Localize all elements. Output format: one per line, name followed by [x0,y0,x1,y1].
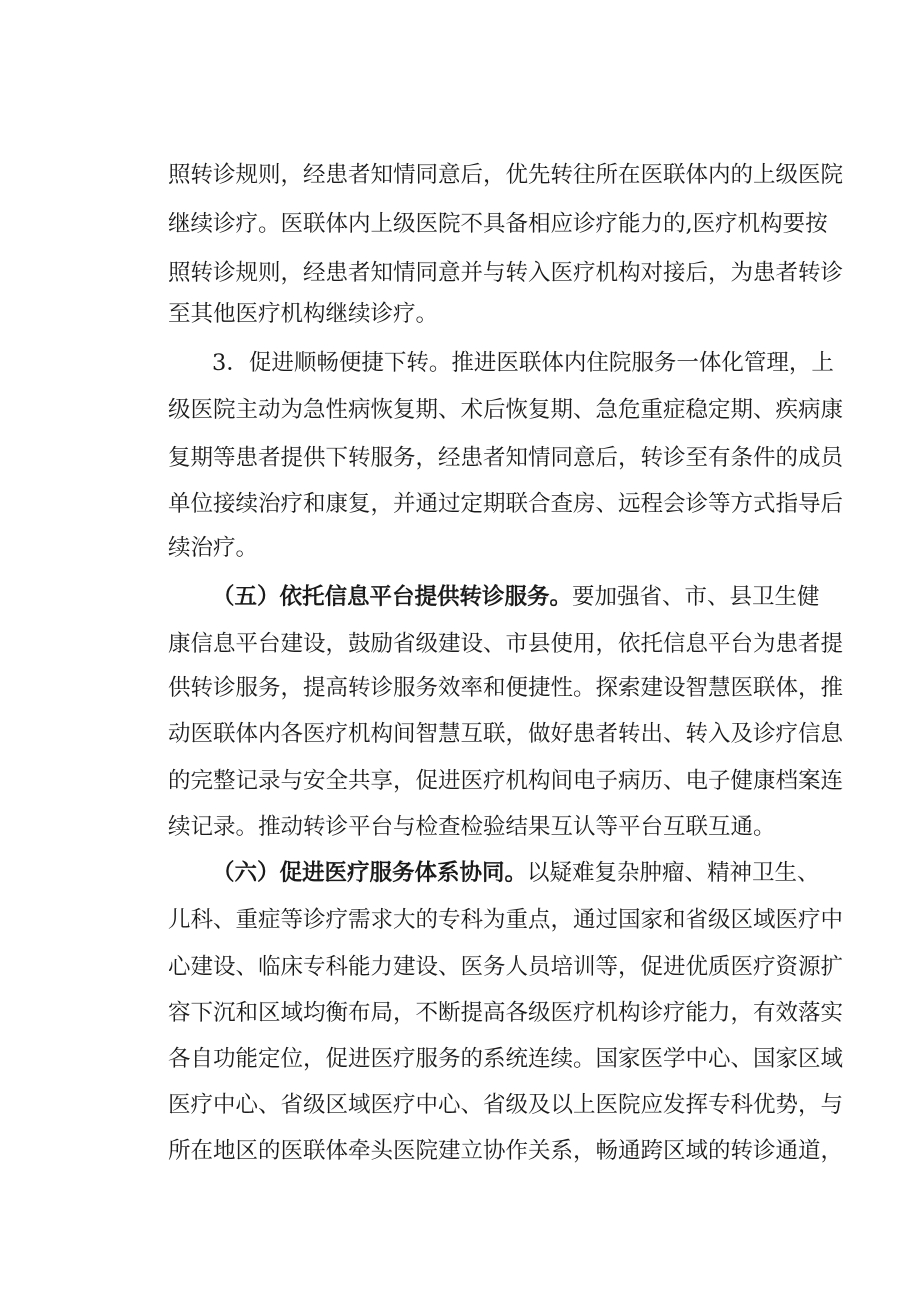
text-line: 康信息平台建设，鼓励省级建设、市县使用，依托信息平台为患者提 [168,631,844,657]
text-line-content: 以疑难复杂肿瘤、精神卫生、 [527,860,820,886]
text-line-content: 促进顺畅便捷下转。推进医联体内住院服务一体化管理，上 [248,350,834,376]
text-line: 至其他医疗机构继续诊疗。 [168,301,439,327]
text-line: 动医联体内各医疗机构间智慧互联，做好患者转出、转入及诊疗信息 [168,721,844,747]
text-line: 照转诊规则，经患者知情同意并与转入医疗机构对接后，为患者转诊 [168,260,844,286]
text-line: 复期等患者提供下转服务，经患者知情同意后，转诊至有条件的成员 [168,445,844,471]
text-line: 单位接续治疗和康复，并通过定期联合查房、远程会诊等方式指导后 [168,491,844,517]
section-heading: （六）促进医疗服务体系协同。 [212,860,528,886]
text-line: 续治疗。 [168,535,259,561]
section-heading: （五）依托信息平台提供转诊服务。 [212,584,573,610]
text-line: 继续诊疗。医联体内上级医院不具备相应诊疗能力的,医疗机构要按 [168,211,828,237]
text-line: 各自功能定位，促进医疗服务的系统连续。国家医学中心、国家区域 [168,1046,844,1072]
text-line [212,580,820,614]
text-line: 照转诊规则，经患者知情同意后，优先转往所在医联体内的上级医院 [168,162,844,188]
text-line: 供转诊服务，提高转诊服务效率和便捷性。探索建设智慧医联体，推 [168,675,844,701]
text-line [212,346,834,380]
text-line: 心建设、临床专科能力建设、医务人员培训等，促进优质医疗资源扩 [168,954,844,980]
text-line: 容下沉和区域均衡布局，不断提高各级医疗机构诊疗能力，有效落实 [168,1000,844,1026]
text-line: 所在地区的医联体牵头医院建立协作关系，畅通跨区域的转诊通道， [168,1138,844,1164]
text-line: 医疗中心、省级区域医疗中心、省级及以上医院应发挥专科优势，与 [168,1092,844,1118]
text-line: 级医院主动为急性病恢复期、术后恢复期、急危重症稳定期、疾病康 [168,397,844,423]
text-line [212,856,820,890]
text-line: 的完整记录与安全共享，促进医疗机构间电子病历、电子健康档案连 [168,768,844,794]
text-line-content: 要加强省、市、县卫生健 [572,584,820,610]
text-line: 续记录。推动转诊平台与检查检验结果互认等平台互联互通。 [168,814,776,840]
text-line: 儿科、重症等诊疗需求大的专科为重点，通过国家和省级区域医疗中 [168,907,844,933]
item-number: 3． [212,350,249,376]
